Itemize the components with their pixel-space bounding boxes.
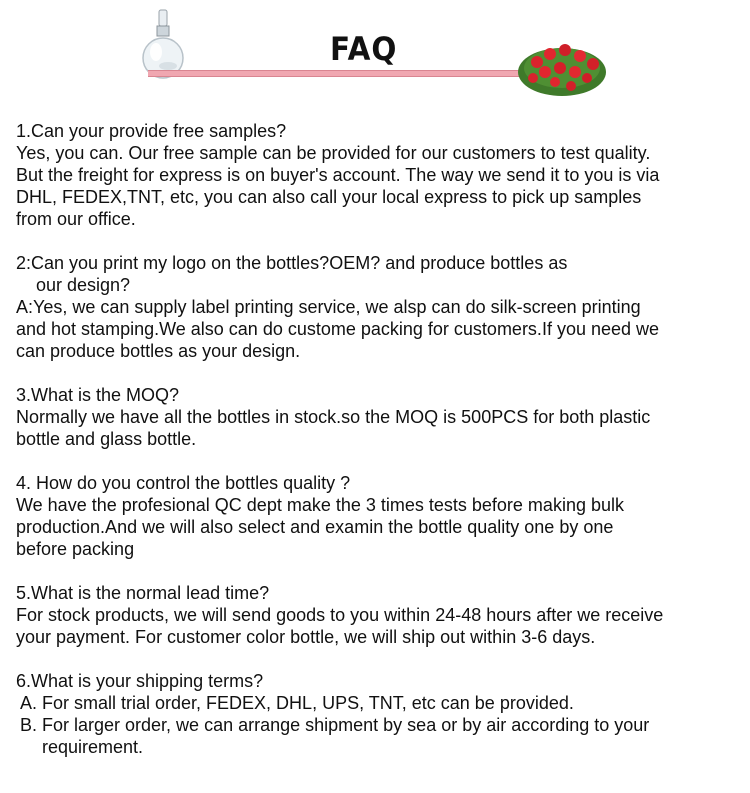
- faq-list: [16, 120, 738, 780]
- faq-answer-line: your payment. For customer color bottle, we will ship out within 3-6 days.: [16, 627, 596, 647]
- faq-answer-line: bottle and glass bottle.: [16, 429, 197, 449]
- faq-answer-line: can produce bottles as your design.: [16, 341, 301, 361]
- faq-question: 5.What is the normal lead time?: [16, 583, 270, 603]
- faq-header: [0, 0, 750, 110]
- faq-answer-line: B. For larger order, we can arrange shipment by sea or by air according to your: [20, 715, 650, 735]
- faq-question: 3.What is the MOQ?: [16, 385, 180, 405]
- faq-item-6: [16, 670, 738, 758]
- faq-item-3: [16, 384, 738, 450]
- faq-answer-line: But the freight for express is on buyer's account. The way we send it to you is via: [16, 165, 660, 185]
- faq-item-2: [16, 252, 738, 362]
- flowers-image: [515, 34, 610, 100]
- faq-answer-line: before packing: [16, 539, 135, 559]
- faq-item-1: [16, 120, 738, 230]
- title-underline: [148, 70, 533, 77]
- page-title: FAQ: [330, 30, 398, 68]
- faq-answer-line: For stock products, we will send goods to you within 24-48 hours after we receive: [16, 605, 664, 625]
- faq-question: 4. How do you control the bottles quality ?: [16, 473, 351, 493]
- faq-answer-line: and hot stamping.We also can do custome packing for customers.If you need we: [16, 319, 660, 339]
- faq-question: 2:Can you print my logo on the bottles?OEM? and produce bottles as: [16, 253, 568, 273]
- faq-item-4: [16, 472, 738, 560]
- faq-answer-line: A:Yes, we can supply label printing service, we alsp can do silk-screen printing: [16, 297, 641, 317]
- faq-answer-line: DHL, FEDEX,TNT, etc, you can also call your local express to pick up samples: [16, 187, 642, 207]
- faq-answer-line: Yes, you can. Our free sample can be provided for our customers to test quality.: [16, 143, 651, 163]
- faq-question: 6.What is your shipping terms?: [16, 671, 264, 691]
- faq-answer-line: requirement.: [42, 737, 144, 757]
- faq-answer-line: We have the profesional QC dept make the 3 times tests before making bulk: [16, 495, 624, 515]
- faq-question-continued: our design?: [36, 275, 131, 295]
- faq-question: 1.Can your provide free samples?: [16, 121, 287, 141]
- faq-item-5: [16, 582, 738, 648]
- faq-answer-line: A. For small trial order, FEDEX, DHL, UPS, TNT, etc can be provided.: [20, 693, 574, 713]
- faq-answer-line: production.And we will also select and examin the bottle quality one by one: [16, 517, 614, 537]
- faq-answer-line: from our office.: [16, 209, 136, 229]
- faq-answer-line: Normally we have all the bottles in stock.so the MOQ is 500PCS for both plastic: [16, 407, 651, 427]
